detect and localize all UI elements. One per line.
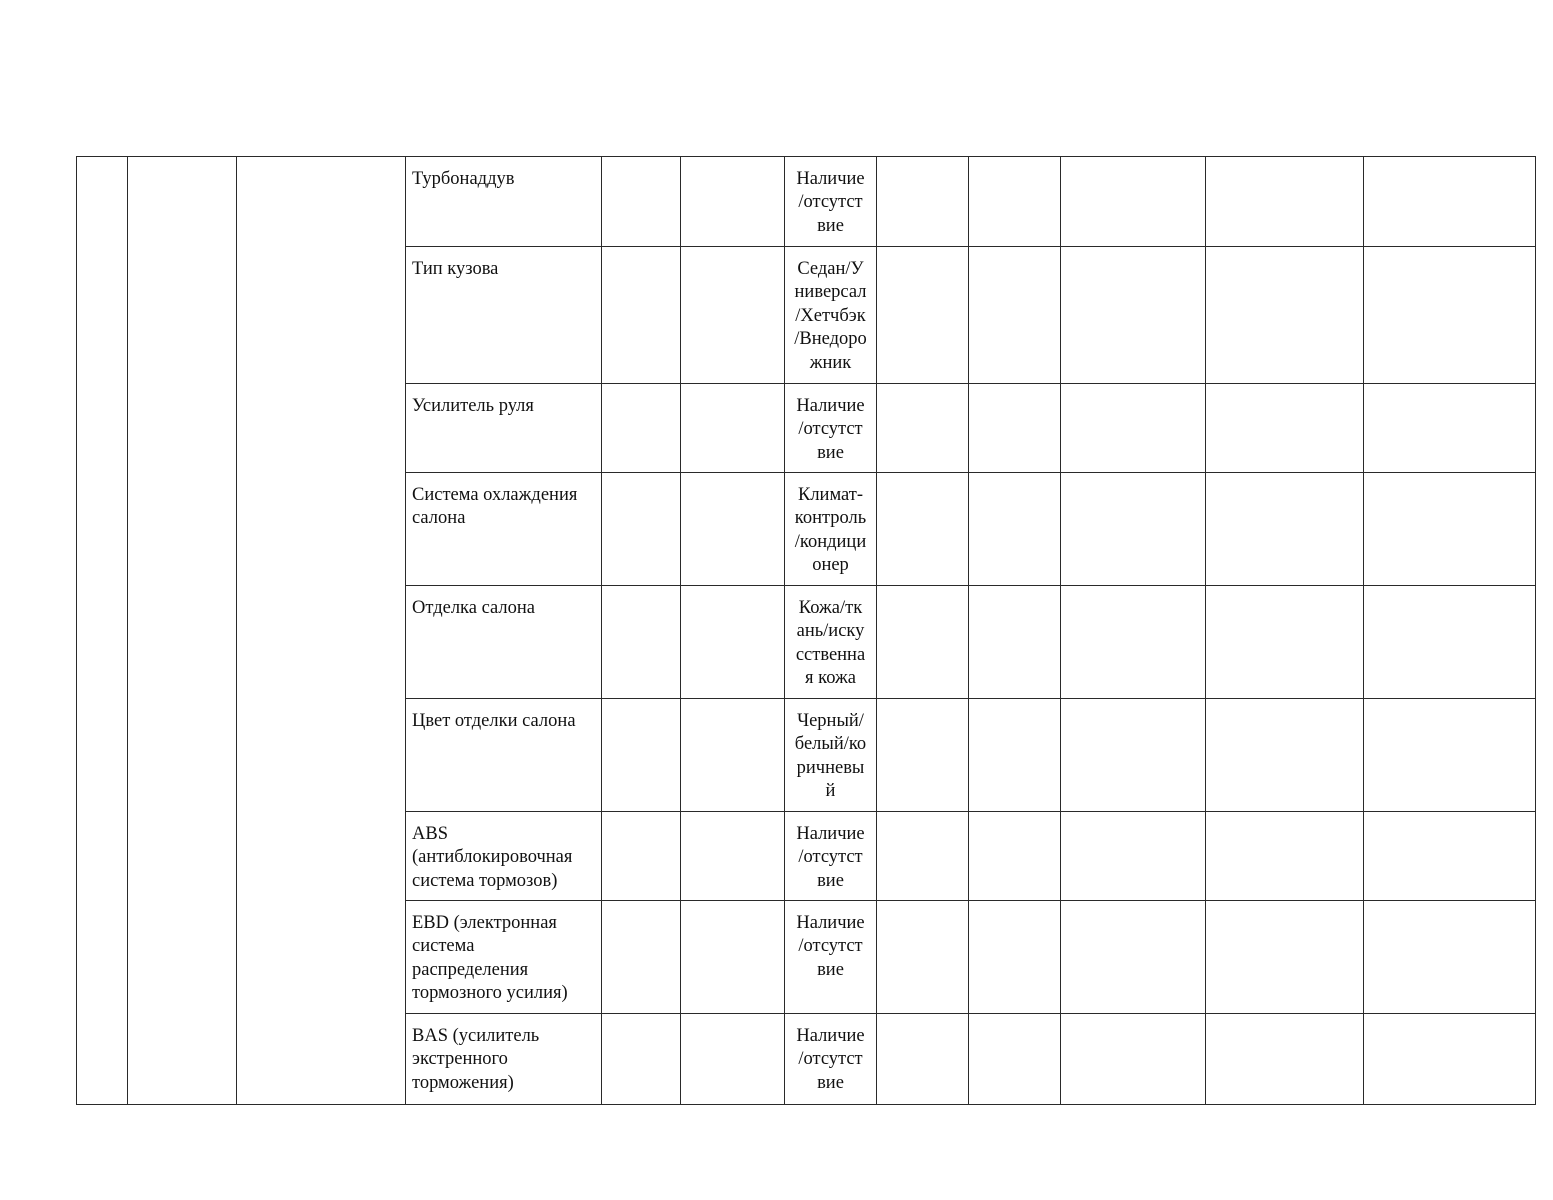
empty-cell	[877, 473, 969, 586]
empty-cell	[1364, 157, 1536, 247]
parameter-cell: Цвет отделки салона	[406, 699, 602, 812]
parameter-cell: Турбонаддув	[406, 157, 602, 247]
empty-cell	[681, 901, 785, 1014]
empty-cell	[877, 586, 969, 699]
empty-cell	[602, 247, 681, 384]
empty-cell	[602, 901, 681, 1014]
empty-cell	[877, 901, 969, 1014]
empty-cell	[1364, 384, 1536, 473]
empty-cell	[1206, 699, 1364, 812]
empty-cell	[969, 1014, 1061, 1105]
empty-cell	[1206, 812, 1364, 901]
empty-cell	[602, 1014, 681, 1105]
empty-cell	[681, 247, 785, 384]
empty-cell	[681, 586, 785, 699]
empty-cell	[602, 473, 681, 586]
empty-cell	[877, 812, 969, 901]
parameter-cell: Система охлаждения салона	[406, 473, 602, 586]
empty-cell	[1061, 473, 1206, 586]
empty-cell	[1364, 586, 1536, 699]
empty-cell	[969, 473, 1061, 586]
empty-cell	[1061, 1014, 1206, 1105]
parameter-cell: Отделка салона	[406, 586, 602, 699]
empty-cell	[602, 586, 681, 699]
empty-cell	[877, 247, 969, 384]
parameter-cell: ABS (антиблокировочная система тормозов)	[406, 812, 602, 901]
empty-cell	[1206, 473, 1364, 586]
empty-cell	[969, 812, 1061, 901]
value-cell: Наличие /отсутст вие	[785, 812, 877, 901]
empty-cell	[969, 901, 1061, 1014]
empty-cell	[969, 157, 1061, 247]
table-row	[77, 157, 1536, 247]
empty-cell	[681, 1014, 785, 1105]
empty-cell	[969, 384, 1061, 473]
value-cell: Климат- контроль /кондици онер	[785, 473, 877, 586]
empty-cell	[1061, 384, 1206, 473]
value-cell: Черный/ белый/ко ричневы й	[785, 699, 877, 812]
parameter-cell: BAS (усилитель экстренного торможения)	[406, 1014, 602, 1105]
empty-cell	[1364, 699, 1536, 812]
merged-column-1	[77, 157, 128, 1105]
empty-cell	[969, 699, 1061, 812]
parameter-cell: Усилитель руля	[406, 384, 602, 473]
empty-cell	[1061, 812, 1206, 901]
empty-cell	[1206, 384, 1364, 473]
empty-cell	[969, 247, 1061, 384]
merged-column-3	[237, 157, 406, 1105]
specification-table	[76, 156, 1536, 1105]
empty-cell	[602, 812, 681, 901]
value-cell: Наличие /отсутст вие	[785, 384, 877, 473]
empty-cell	[1206, 247, 1364, 384]
empty-cell	[1364, 473, 1536, 586]
empty-cell	[1061, 586, 1206, 699]
empty-cell	[877, 1014, 969, 1105]
value-cell: Наличие /отсутст вие	[785, 157, 877, 247]
empty-cell	[602, 699, 681, 812]
empty-cell	[681, 157, 785, 247]
empty-cell	[1206, 157, 1364, 247]
empty-cell	[1364, 812, 1536, 901]
empty-cell	[877, 699, 969, 812]
empty-cell	[1061, 699, 1206, 812]
empty-cell	[1061, 247, 1206, 384]
empty-cell	[969, 586, 1061, 699]
empty-cell	[1206, 1014, 1364, 1105]
empty-cell	[681, 699, 785, 812]
empty-cell	[602, 157, 681, 247]
empty-cell	[602, 384, 681, 473]
empty-cell	[681, 384, 785, 473]
empty-cell	[1364, 247, 1536, 384]
value-cell: Кожа/тк ань/иску сственна я кожа	[785, 586, 877, 699]
value-cell: Наличие /отсутст вие	[785, 1014, 877, 1105]
empty-cell	[681, 812, 785, 901]
value-cell: Седан/У ниверсал /Хетчбэк /Внедоро жник	[785, 247, 877, 384]
empty-cell	[1206, 901, 1364, 1014]
empty-cell	[1061, 157, 1206, 247]
empty-cell	[877, 384, 969, 473]
value-cell: Наличие /отсутст вие	[785, 901, 877, 1014]
parameter-cell: EBD (электронная система распределения тормозного усилия)	[406, 901, 602, 1014]
empty-cell	[681, 473, 785, 586]
empty-cell	[877, 157, 969, 247]
empty-cell	[1061, 901, 1206, 1014]
empty-cell	[1364, 901, 1536, 1014]
parameter-cell: Тип кузова	[406, 247, 602, 384]
merged-column-2	[128, 157, 237, 1105]
empty-cell	[1206, 586, 1364, 699]
empty-cell	[1364, 1014, 1536, 1105]
